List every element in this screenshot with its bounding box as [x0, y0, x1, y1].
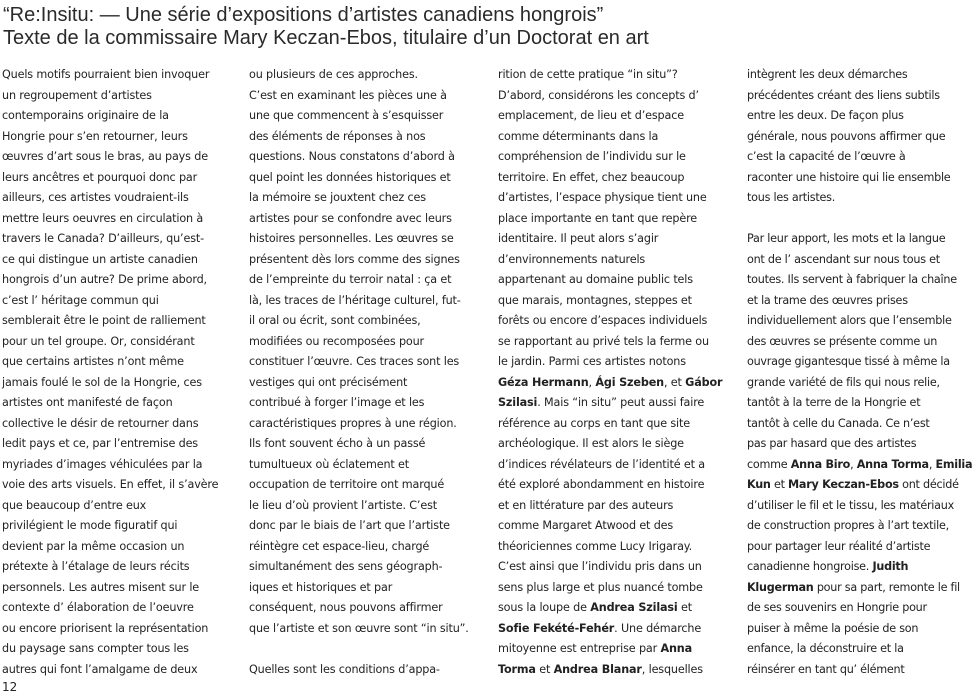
artist-name: Géza Hermann	[498, 375, 589, 389]
text-line: forêts ou encore d’espaces individuels	[498, 314, 708, 327]
text-line: raconter une histoire qui lie ensemble	[747, 170, 951, 184]
text-line: que certains artistes n’ont même	[2, 355, 184, 368]
text-line: devient par la même occasion un	[2, 539, 185, 553]
exhibition-title: “Re:Insitu: — Une série d’expositions d’artistes canadiens hongrois”	[3, 4, 604, 26]
text-line: pour partager leur réalité d’artiste	[747, 539, 931, 553]
page-number: 12	[2, 680, 18, 694]
artist-name: Anna	[660, 642, 692, 655]
text-line: intègrent les deux démarches	[747, 68, 908, 81]
text-line: contemporains originaire de la	[2, 109, 169, 122]
text-line: que l’artiste et son œuvre sont “in situ”.	[249, 621, 469, 635]
text-line: ce qui distingue un artiste canadien	[2, 252, 198, 266]
text-line: artistes ont manifesté de façon	[2, 396, 173, 409]
text-line: une que commencent à s’esquisser	[249, 109, 444, 122]
text-line: enfance, la déconstruire et la	[747, 642, 904, 655]
text-line: artistes pour se confondre avec leurs	[249, 211, 452, 225]
text-line: le lieu d’où provient l’artiste. C’est	[249, 498, 437, 512]
text-line: mettre leurs oeuvres en circulation à	[2, 211, 204, 225]
text-line: mitoyenne est entreprise par Anna	[498, 642, 692, 655]
text-line: présentent dès lors comme des signes	[249, 252, 460, 266]
text-line: ledit pays et ce, par l’entremise des	[2, 437, 198, 450]
artist-name: Andrea Blanar	[553, 662, 642, 676]
text-line: place importante en tant que repère	[498, 211, 698, 225]
text-line: emplacement, de lieu et d’espace	[498, 109, 684, 122]
text-line: tantôt à celle du Canada. Ce n’est	[747, 416, 930, 430]
page-header	[3, 4, 953, 50]
text-line: et la trame des œuvres prises	[747, 293, 908, 307]
text-line: hongrois d’un autre? De prime abord,	[2, 273, 207, 286]
text-line: et en littérature par des auteurs	[498, 498, 674, 512]
text-line: donc par le biais de l’art que l’artiste	[249, 519, 450, 532]
text-line: constituer l’œuvre. Ces traces sont les	[249, 355, 460, 368]
text-line: compréhension de l’individu sur le	[498, 150, 686, 163]
text-line: canadienne hongroise. Judith	[747, 560, 909, 573]
text-line: contribué à forger l’image et les	[249, 396, 425, 409]
text-line: questions. Nous constatons d’abord à	[249, 150, 455, 163]
text-line: travers le Canada? D’ailleurs, qu’est-	[2, 232, 204, 245]
text-line: rition de cette pratique “in situ”?	[498, 68, 678, 81]
text-line: personnels. Les autres misent sur le	[2, 580, 200, 594]
text-line: ou encore priorisent la représentation	[2, 621, 209, 635]
text-line: comme Margaret Atwood et des	[498, 519, 674, 532]
artist-name: Anna Torma	[856, 457, 929, 471]
text-line: autres qui font l’amalgame de deux	[2, 662, 198, 676]
artist-name: Kun	[747, 478, 771, 491]
text-line: Ils font souvent écho à un passé	[249, 437, 426, 450]
text-line: du paysage sans compter tous les	[2, 642, 189, 655]
text-line: Géza Hermann, Ági Szeben, et Gábor	[498, 375, 723, 389]
text-line: sous la loupe de Andrea Szilasi et	[498, 601, 693, 614]
text-line: territoire. En effet, chez beaucoup	[498, 170, 685, 184]
text-line: le jardin. Parmi ces artistes notons	[498, 355, 686, 368]
curator-subtitle: Texte de la commissaire Mary Keczan-Ebos, titulaire d’un Doctorat en art	[3, 27, 649, 49]
text-line: privilégient le mode figuratif qui	[2, 519, 178, 532]
text-line: D’abord, considérons les concepts d’	[498, 88, 699, 102]
paragraph-break	[747, 209, 959, 230]
artist-name: Sofie Fekété-Fehér	[498, 621, 615, 635]
artist-name: Torma	[498, 662, 536, 676]
artist-name: Anna Biro	[790, 457, 851, 471]
text-line: de l’empreinte du terroir natal : ça et	[249, 273, 452, 286]
text-line: simultanément des sens géograph-	[249, 560, 443, 573]
text-line: Sofie Fekété-Fehér. Une démarche	[498, 621, 702, 635]
text-line: c’est l’ héritage commun qui	[2, 293, 159, 307]
artist-name: Mary Keczan-Ebos	[788, 478, 899, 491]
text-line: réintègre cet espace-lieu, chargé	[249, 539, 430, 553]
text-line: se rapportant au privé tels la ferme ou	[498, 334, 709, 348]
text-line: vestiges qui ont précisément	[249, 375, 408, 389]
artist-name: Andrea Szilasi	[590, 601, 678, 614]
text-line: myriades d’images véhiculées par la	[2, 457, 203, 471]
text-line: générale, nous pouvons affirmer que	[747, 129, 946, 143]
text-line: un regroupement d’artistes	[2, 88, 152, 102]
text-line: d’artistes, l’espace physique tient une	[498, 191, 707, 204]
text-line: caractéristiques propres à une région.	[249, 416, 457, 430]
text-line: précédentes créant des liens subtils	[747, 88, 940, 102]
text-line: appartenant au domaine public tels	[498, 273, 693, 286]
text-line: iques et historiques et par	[249, 580, 393, 594]
text-line: que marais, montagnes, steppes et	[498, 293, 692, 307]
text-line: leurs ancêtres et pourquoi donc par	[2, 170, 198, 184]
text-line: collective le désir de retourner dans	[2, 416, 199, 430]
text-line: œuvres d’art sous le bras, au pays de	[2, 150, 208, 163]
text-line: que beaucoup d’entre eux	[2, 498, 147, 512]
text-line: réinsérer en tant qu’ élément	[747, 662, 905, 676]
text-line: il oral ou écrit, sont combinées,	[249, 314, 421, 327]
text-line: théoriciennes comme Lucy Irigaray.	[498, 539, 693, 553]
text-line: conséquent, nous pouvons affirmer	[249, 601, 443, 614]
text-line: tumultueux où éclatement et	[249, 457, 409, 471]
text-line: là, les traces de l’héritage culturel, fut-	[249, 293, 461, 307]
text-line: jamais foulé le sol de la Hongrie, ces	[2, 375, 202, 389]
text-line: de construction propres à l’art textile,	[747, 519, 949, 532]
text-line: voie des arts visuels. En effet, il s’avère	[2, 478, 219, 491]
text-line: ailleurs, ces artistes voudraient-ils	[2, 191, 189, 204]
text-line: identitaire. Il peut alors s’agir	[498, 232, 659, 245]
artist-name: Emilia	[935, 457, 972, 471]
text-line: c’est la capacité de l’œuvre à	[747, 150, 906, 163]
artist-name: Klugerman	[747, 580, 814, 594]
text-line: occupation de territoire ont marqué	[249, 478, 445, 491]
text-line: puiser à même la poésie de son	[747, 621, 919, 635]
text-line: d’environnements naturels	[498, 252, 646, 266]
artist-name: Gábor	[685, 375, 723, 389]
text-line: semblerait être le point de ralliement	[2, 314, 206, 327]
text-line: histoires personnelles. Les œuvres se	[249, 232, 454, 245]
artist-name: Ági Szeben	[595, 375, 664, 389]
text-line: ouvrage gigantesque tissé à même la	[747, 355, 950, 368]
text-line: Par leur apport, les mots et la langue	[747, 232, 946, 245]
text-line: Szilasi. Mais “in situ” peut aussi faire	[498, 396, 705, 409]
text-line: Torma et Andrea Blanar, lesquelles	[498, 662, 703, 676]
text-line: référence au corps en tant que site	[498, 416, 690, 430]
paragraph-break	[249, 639, 479, 660]
text-line: ou plusieurs de ces approches.	[249, 68, 418, 81]
text-line: Quelles sont les conditions d’appa-	[249, 662, 440, 676]
text-line: grande variété de fils qui nous relie,	[747, 375, 940, 389]
text-column-1	[2, 65, 232, 680]
text-line: tantôt à la terre de la Hongrie et	[747, 396, 921, 409]
text-line: tous les artistes.	[747, 191, 836, 204]
text-line: modifiées ou recomposées pour	[249, 334, 424, 348]
text-line: quel point les données historiques et	[249, 170, 451, 184]
text-line: Kun et Mary Keczan-Ebos ont décidé	[747, 478, 959, 491]
text-line: ont de l’ ascendant sur nous tous et	[747, 252, 940, 266]
text-line: entre les deux. De façon plus	[747, 109, 904, 122]
text-column-4	[747, 65, 972, 680]
text-line: toutes. Ils servent à fabriquer la chaîne	[747, 273, 957, 286]
text-line: prétexte à l’étalage de leurs récits	[2, 560, 190, 573]
text-line: comme déterminants dans la	[498, 129, 659, 143]
text-line: la mémoire se jouxtent chez ces	[249, 191, 426, 204]
text-column-2	[249, 65, 479, 680]
text-line: d’utiliser le fil et le tissu, les matériaux	[747, 498, 954, 512]
text-line: individuellement alors que l’ensemble	[747, 314, 952, 327]
text-line: C’est ainsi que l’individu pris dans un	[498, 560, 702, 573]
text-line: C’est en examinant les pièces une à	[249, 88, 447, 102]
text-line: pour un tel groupe. Or, considérant	[2, 334, 195, 348]
text-line: des œuvres se présente comme un	[747, 334, 938, 348]
text-line: contexte d’ élaboration de l’oeuvre	[2, 601, 194, 614]
artist-name: Judith	[872, 560, 909, 573]
text-line: Quels motifs pourraient bien invoquer	[2, 68, 210, 81]
text-line: pas par hasard que des artistes	[747, 437, 917, 450]
text-line: archéologique. Il est alors le siège	[498, 437, 684, 450]
text-line: Hongrie pour s’en retourner, leurs	[2, 129, 188, 143]
text-line: d’indices révélateurs de l’identité et a	[498, 457, 705, 471]
text-line: été exploré abondamment en histoire	[498, 478, 705, 491]
text-line: Klugerman pour sa part, remonte le fil	[747, 580, 960, 594]
text-line: sens plus large et plus nuancé tombe	[498, 580, 703, 594]
text-line: des éléments de réponses à nos	[249, 129, 426, 143]
text-column-3	[498, 65, 728, 680]
text-line: comme Anna Biro, Anna Torma, Emilia	[747, 457, 972, 471]
text-line: de ses souvenirs en Hongrie pour	[747, 601, 927, 614]
artist-name: Szilasi	[498, 396, 538, 409]
